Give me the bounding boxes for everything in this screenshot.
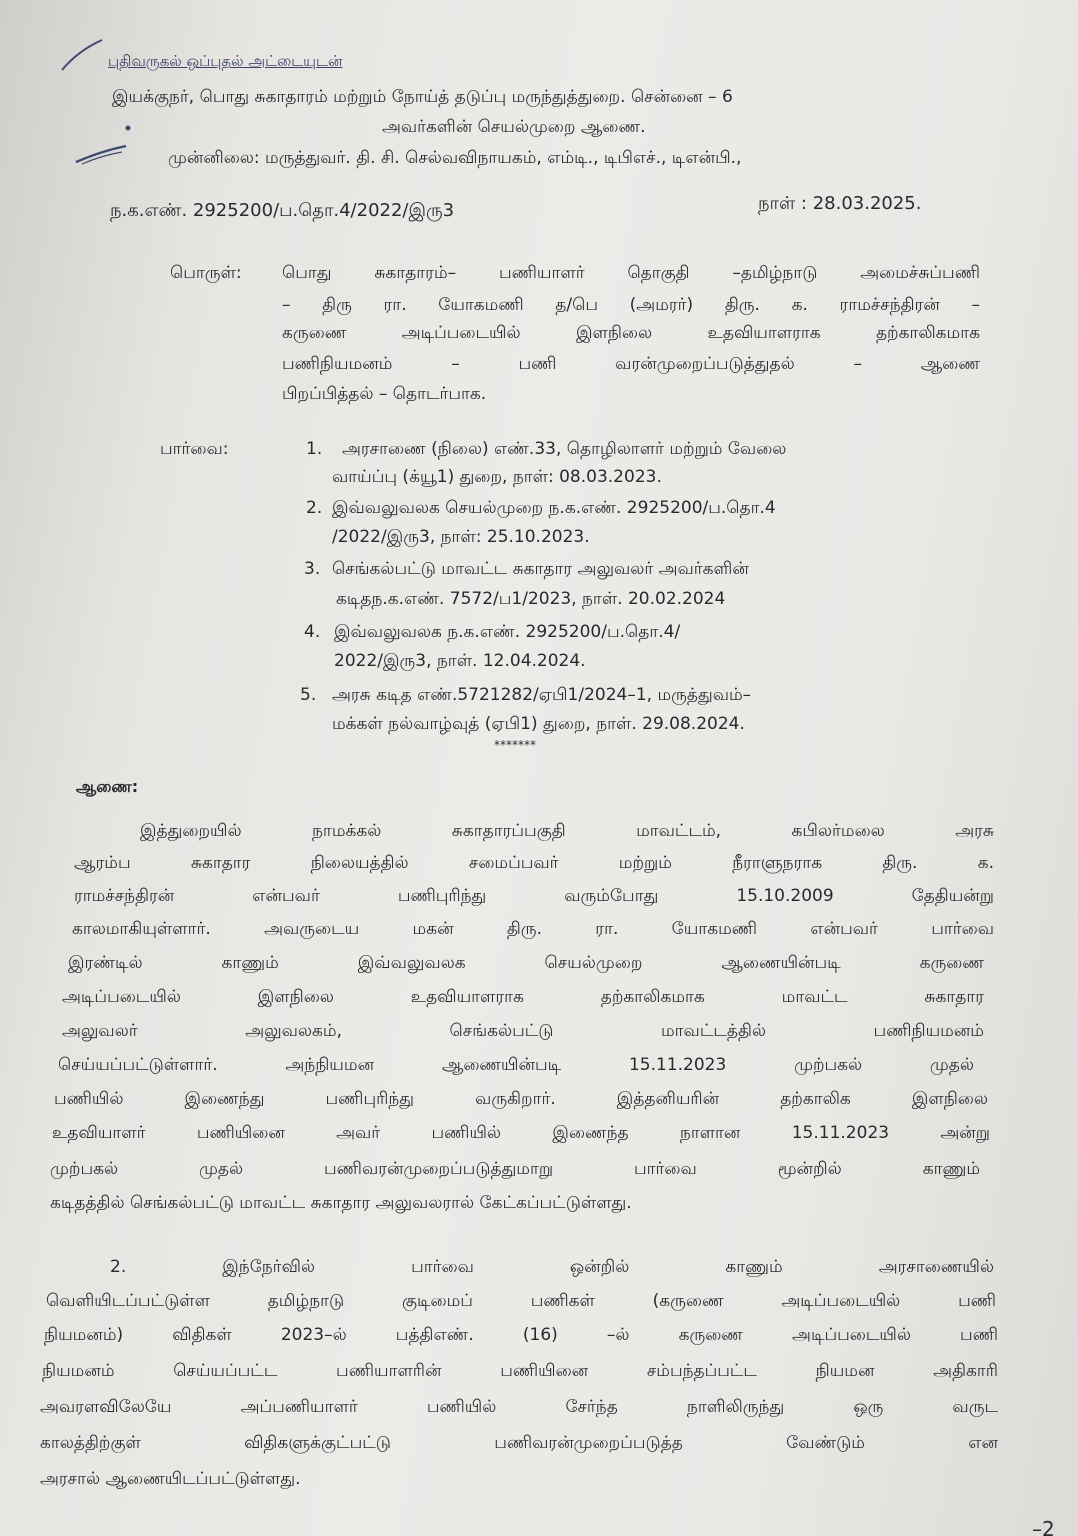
reference-line: வாய்ப்பு (க்யூ1) துறை, நாள்: 08.03.2023. [332, 467, 662, 487]
reference-line: கடிதந.க.எண். 7572/ப1/2023, நாள். 20.02.2024 [336, 589, 726, 609]
body-line: நியமனம்) விதிகள் 2023–ல் பத்திஎண். (16) –ல் கருணை அடிப்படையில் பணி [44, 1325, 998, 1345]
reference-line: இவ்வலுவலக செயல்முறை ந.க.எண். 2925200/ப.தொ.4 [332, 498, 776, 518]
reference-line: மக்கள் நல்வாழ்வுத் (ஏபி1) துறை, நாள். 29.08.2024. [332, 714, 745, 734]
reference-line: /2022/இரு3, நாள்: 25.10.2023. [332, 527, 590, 547]
subject-line: கருணை அடிப்படையில் இளநிலை உதவியாளராக தற்காலிகமாக [282, 323, 980, 343]
page-marker: –2 [1032, 1517, 1055, 1536]
subject-line: பொது சுகாதாரம்– பணியாளர் தொகுதி –தமிழ்நாடு அமைச்சுப்பணி [282, 263, 980, 283]
approval-note: புதிவருகல் ஒப்புதல் அட்டையுடன் [108, 52, 343, 70]
body-line: ஆரம்ப சுகாதார நிலையத்தில் சமைப்பவர் மற்றும் நீராளுநராக திரு. க. [74, 853, 994, 873]
reference-number-1: 1. [306, 439, 323, 459]
body-line: 2. இந்நேர்வில் பார்வை ஒன்றில் காணும் அரசாணையில் [110, 1257, 994, 1277]
pen-mark-bottom [72, 140, 132, 170]
body-line: அவரளவிலேயே அப்பணியாளர் பணியில் சேர்ந்த நாளிலிருந்து ஒரு வருட [40, 1397, 998, 1417]
body-line: காலமாகியுள்ளார். அவருடைய மகன் திரு. ரா. யோகமணி என்பவர் பார்வை [72, 919, 994, 939]
body-line: அரசால் ஆணையிடப்பட்டுள்ளது. [40, 1469, 301, 1489]
body-line: கடிதத்தில் செங்கல்பட்டு மாவட்ட சுகாதார அலுவலரால் கேட்கப்பட்டுள்ளது. [50, 1193, 632, 1213]
order-heading: ஆணை: [76, 777, 139, 796]
body-line: வெளியிடப்பட்டுள்ள தமிழ்நாடு குடிமைப் பணிகள் (கருணை அடிப்படையில் பணி [46, 1291, 996, 1311]
subject-line: பிறப்பித்தல் – தொடர்பாக. [282, 384, 487, 404]
subject-line: பணிநியமனம் – பணி வரன்முறைப்படுத்துதல் – ஆணை [282, 354, 980, 374]
presence-line: முன்னிலை: மருத்துவர். தி. சி. செல்வவிநாயகம், எம்டி., டிபிஎச்., டிஎன்பி., [168, 148, 742, 168]
reference-line: இவ்வலுவலக ந.க.எண். 2925200/ப.தொ.4/ [334, 622, 681, 642]
body-line: செய்யப்பட்டுள்ளார். அந்நியமன ஆணையின்படி 15.11.2023 முற்பகல் முதல் [58, 1055, 974, 1075]
reference-line: அரசாணை (நிலை) எண்.33, தொழிலாளர் மற்றும் வேலை [342, 439, 787, 459]
reference-number-2: 2. [306, 498, 323, 518]
pen-dot [124, 124, 132, 132]
body-line: காலத்திற்குள் விதிகளுக்குட்பட்டு பணிவரன்முறைப்படுத்த வேண்டும் என [40, 1433, 998, 1453]
body-line: பணியில் இணைந்து பணிபுரிந்து வருகிறார். இத்தனியரின் தற்காலிக இளநிலை [54, 1089, 988, 1109]
reference-line: 2022/இரு3, நாள். 12.04.2024. [334, 651, 586, 671]
body-line: முற்பகல் முதல் பணிவரன்முறைப்படுத்துமாறு பார்வை மூன்றில் காணும் [50, 1159, 980, 1179]
order-line: அவர்களின் செயல்முறை ஆணை. [382, 117, 646, 137]
reference-number-3: 3. [304, 559, 321, 579]
office-line: இயக்குநர், பொது சுகாதாரம் மற்றும் நோய்த் தடுப்பு மருந்துத்துறை. சென்னை – 6 [112, 87, 733, 107]
body-line: இத்துறையில் நாமக்கல் சுகாதாரப்பகுதி மாவட்டம், கபிலர்மலை அரசு [140, 821, 994, 841]
body-line: இரண்டில் காணும் இவ்வலுவலக செயல்முறை ஆணையின்படி கருணை [68, 953, 984, 973]
body-line: அடிப்படையில் இளநிலை உதவியாளராக தற்காலிகமாக மாவட்ட சுகாதார [62, 987, 984, 1007]
body-line: நியமனம் செய்யப்பட்ட பணியாளரின் பணியினை சம்பந்தப்பட்ட நியமன அதிகாரி [42, 1361, 998, 1381]
body-line: அலுவலர் அலுவலகம், செங்கல்பட்டு மாவட்டத்தில் பணிநியமனம் [62, 1021, 984, 1041]
reference-line: செங்கல்பட்டு மாவட்ட சுகாதார அலுவலர் அவர்களின் [332, 559, 749, 579]
reference-line: அரசு கடித எண்.5721282/ஏபி1/2024–1, மருத்துவம்– [332, 685, 752, 705]
body-line: உதவியாளர் பணியினை அவர் பணியில் இணைந்த நாளான 15.11.2023 அன்று [52, 1123, 990, 1143]
reference-number-5: 5. [300, 685, 317, 705]
separator-stars: ******* [494, 738, 536, 752]
pen-mark-top [58, 36, 108, 76]
subject-line: – திரு ரா. யோகமணி த/பெ (அமரர்) திரு. க. ராமச்சந்திரன் – [282, 295, 980, 315]
order-date: நாள் : 28.03.2025. [758, 193, 922, 214]
reference-number: ந.க.எண். 2925200/ப.தொ.4/2022/இரு3 [110, 200, 455, 221]
reference-number-4: 4. [304, 622, 321, 642]
subject-label: பொருள்: [170, 263, 242, 283]
body-line: ராமச்சந்திரன் என்பவர் பணிபுரிந்து வரும்போது 15.10.2009 தேதியன்று [74, 886, 994, 906]
references-label: பார்வை: [160, 439, 229, 459]
